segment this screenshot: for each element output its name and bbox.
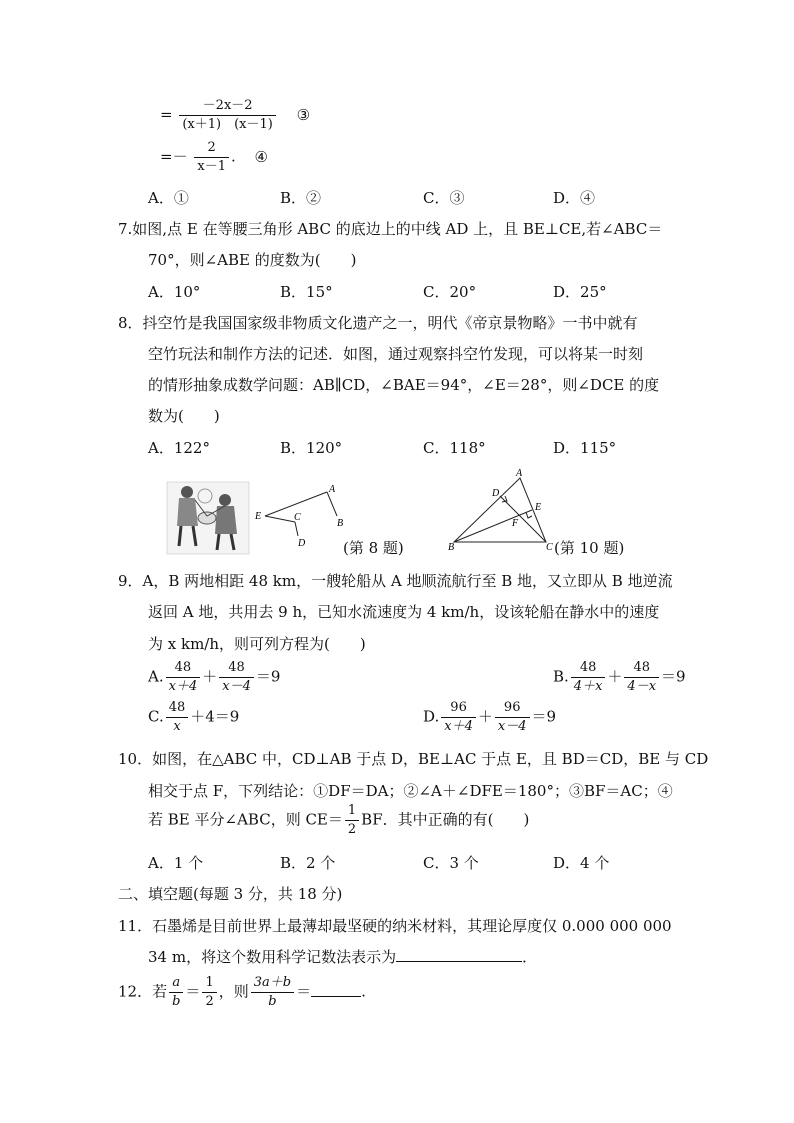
- fig8-caption: (第 8 题): [343, 539, 404, 557]
- q6-step3-mark: ③: [296, 105, 311, 124]
- fig10-label-c: C: [546, 542, 553, 552]
- q11-answer-blank[interactable]: [396, 947, 522, 962]
- q6-option-c[interactable]: C．③: [423, 189, 465, 207]
- q9-c-label: C.: [148, 707, 164, 726]
- q9-d-frac2: [495, 700, 530, 735]
- q12-frac-half: [202, 975, 216, 1010]
- q10-option-a[interactable]: A．1 个: [148, 854, 204, 872]
- q12-frac-a-over-b: [169, 975, 183, 1010]
- q10-option-b[interactable]: B．2 个: [280, 854, 336, 872]
- q12-post: .: [361, 982, 366, 1001]
- q9-a-rhs: ＝9: [255, 667, 281, 686]
- q9-a-op: ＋: [202, 667, 218, 686]
- q9-c-n1: 48: [166, 700, 189, 718]
- q6-step3-fraction: [179, 98, 276, 133]
- q10-line3-post: BF．其中正确的有( ): [361, 810, 530, 829]
- q12-d2: 2: [205, 994, 214, 1009]
- q10-line2: 相交于点 F，下列结论：①DF＝DA；②∠A＋∠DFE＝180°；③BF＝AC；④: [148, 782, 673, 800]
- q8-option-d[interactable]: D．115°: [553, 439, 617, 457]
- q9-d-n2: 96: [495, 700, 530, 718]
- q9-c-frac1: [166, 700, 189, 735]
- q10-geometry: [454, 478, 546, 542]
- fig8-label-b: B: [337, 518, 344, 529]
- q6-step4-fraction: [194, 140, 229, 175]
- fig8-label-c: C: [294, 512, 301, 523]
- q12-d1: b: [172, 994, 181, 1009]
- q9-b-op: ＋: [607, 667, 623, 686]
- q9-b-d2: 4－x: [627, 679, 657, 694]
- line-ec: [265, 516, 295, 522]
- right-angle-e: [526, 512, 532, 518]
- q12-eq2: ＝: [296, 982, 312, 1001]
- diabolo-players-illustration: [167, 482, 249, 554]
- q9-a-n2: 48: [219, 660, 254, 678]
- q7-option-a[interactable]: A．10°: [148, 283, 201, 301]
- q9-b-n1: 48: [571, 660, 606, 678]
- q9-d-frac1: [441, 700, 476, 735]
- q12-eq1: ＝: [185, 982, 201, 1001]
- q6-step4-numerator: 2: [194, 140, 229, 158]
- line-cd: [295, 522, 298, 536]
- q6-step3-denominator: (x＋1) (x－1): [182, 117, 273, 132]
- fig8-label-d: D: [298, 538, 306, 549]
- q9-b-label: B.: [553, 667, 569, 686]
- q11-line2-post: ．: [522, 948, 538, 966]
- q9-option-c[interactable]: [148, 700, 239, 735]
- q9-option-b[interactable]: [553, 660, 686, 695]
- q8-geometry: [265, 492, 337, 536]
- q6-step4-mark: ④: [254, 147, 268, 166]
- fig10-label-b: B: [448, 542, 455, 552]
- q7-option-c[interactable]: C．20°: [423, 283, 477, 301]
- q9-d-d2: x－4: [497, 719, 527, 734]
- q6-option-a[interactable]: A．①: [148, 189, 189, 207]
- q9-d-d1: x＋4: [444, 719, 473, 734]
- q11-line2: [148, 946, 537, 967]
- q9-b-rhs: ＝9: [661, 667, 686, 686]
- q8-option-b[interactable]: B．120°: [280, 439, 343, 457]
- fig10-label-d: D: [492, 488, 500, 499]
- q7-option-b[interactable]: B．15°: [280, 283, 333, 301]
- q12-mid: ，则: [218, 982, 249, 1001]
- q9-b-frac1: [571, 660, 606, 695]
- q10-half-num: 1: [345, 803, 359, 821]
- q9-a-frac1: [166, 660, 201, 695]
- q9-line1: 9．A，B 两地相距 48 km，一艘轮船从 A 地顺流航行至 B 地，又立即从 B 地逆流: [118, 572, 673, 590]
- q11-line2-pre: 34 m，将这个数用科学记数法表示为: [148, 948, 397, 966]
- triangle-abc: [454, 478, 546, 542]
- q10-line3: [148, 803, 529, 838]
- q6-step4-dot: .: [230, 147, 236, 166]
- q8-line1: 8．抖空竹是我国国家级非物质文化遗产之一，明代《帝京景物略》一书中就有: [118, 314, 638, 332]
- line-ab: [327, 492, 337, 516]
- q8-option-c[interactable]: C．118°: [423, 439, 486, 457]
- line-be: [454, 510, 532, 542]
- q7-line2: 70°，则∠ABE 的度数为( ): [148, 251, 357, 269]
- q6-step4-denominator: x－1: [197, 159, 226, 174]
- fig8-label-a: A: [329, 484, 336, 495]
- q8-line3: 的情形抽象成数学问题：AB∥CD，∠BAE＝94°，∠E＝28°，则∠DCE 的度: [148, 376, 660, 394]
- fig10-label-a: A: [516, 468, 523, 479]
- q9-b-d1: 4＋x: [573, 679, 603, 694]
- q10-line1: 10．如图，在△ABC 中，CD⊥AB 于点 D，BE⊥AC 于点 E，且 BD＝CD，BE 与 CD: [118, 750, 709, 768]
- q10-option-c[interactable]: C．3 个: [423, 854, 479, 872]
- q12-n3: 3a＋b: [251, 975, 294, 993]
- q10-option-d[interactable]: D．4 个: [553, 854, 610, 872]
- fig8-label-e: E: [255, 511, 262, 522]
- q7-option-d[interactable]: D．25°: [553, 283, 607, 301]
- q12-n1: a: [169, 975, 183, 993]
- q9-option-d[interactable]: [423, 700, 556, 735]
- q8-option-a[interactable]: A．122°: [148, 439, 210, 457]
- q10-half-fraction: [345, 803, 359, 838]
- q11-line1: 11．石墨烯是目前世界上最薄却最坚硬的纳米材料，其理论厚度仅 0.000 000 000: [118, 917, 672, 935]
- q9-b-n2: 48: [624, 660, 659, 678]
- q7-line1: 7.如图,点 E 在等腰三角形 ABC 的底边上的中线 AD 上，且 BE⊥CE,若∠ABC＝: [118, 220, 663, 238]
- q10-line3-pre: 若 BE 平分∠ABC，则 CE＝: [148, 810, 343, 829]
- q9-line2: 返回 A 地，共用去 9 h，已知水流速度为 4 km/h，设该轮船在静水中的速度: [148, 603, 660, 621]
- q6-option-d[interactable]: D．④: [553, 189, 596, 207]
- q12-n2: 1: [202, 975, 216, 993]
- q9-a-frac2: [219, 660, 254, 695]
- q6-option-b[interactable]: B．②: [280, 189, 322, 207]
- q9-b-frac2: [624, 660, 659, 695]
- q9-line3: 为 x km/h，则可列方程为( ): [148, 635, 366, 653]
- fig10-label-e: E: [535, 502, 542, 513]
- q12-d3: b: [268, 994, 277, 1009]
- q9-c-rhs: ＋4＝9: [190, 707, 240, 726]
- q6-step3: [160, 98, 310, 133]
- q8-line2: 空竹玩法和制作方法的记述．如图，通过观察抖空竹发现，可以将某一时刻: [148, 345, 644, 363]
- q9-a-n1: 48: [166, 660, 201, 678]
- q9-a-label: A.: [148, 667, 164, 686]
- q9-d-label: D.: [423, 707, 440, 726]
- q9-a-d2: x－4: [222, 679, 251, 694]
- section2-title: 二、填空题(每题 3 分，共 18 分): [118, 885, 343, 903]
- q9-d-op: ＋: [477, 707, 493, 726]
- q8-line4: 数为( ): [148, 407, 220, 425]
- q12-line: [118, 975, 366, 1010]
- q6-step3-eq: =: [160, 105, 173, 124]
- q9-c-d1: x: [173, 719, 181, 734]
- q9-d-n1: 96: [441, 700, 476, 718]
- q12-pre: 12．若: [118, 982, 168, 1001]
- q6-step4: [160, 140, 268, 175]
- q6-step4-eq: =－: [160, 147, 188, 166]
- fig10-caption: (第 10 题): [554, 539, 625, 557]
- q6-step3-numerator: －2x－2: [179, 98, 276, 116]
- q10-half-den: 2: [347, 822, 357, 837]
- q12-answer-blank[interactable]: [311, 982, 361, 997]
- q9-option-a[interactable]: [148, 660, 280, 695]
- figure-q10: [446, 466, 561, 552]
- q9-d-rhs: ＝9: [531, 707, 557, 726]
- fig10-label-f: F: [512, 518, 519, 529]
- q12-frac-expr: [251, 975, 294, 1010]
- q9-a-d1: x＋4: [168, 679, 198, 694]
